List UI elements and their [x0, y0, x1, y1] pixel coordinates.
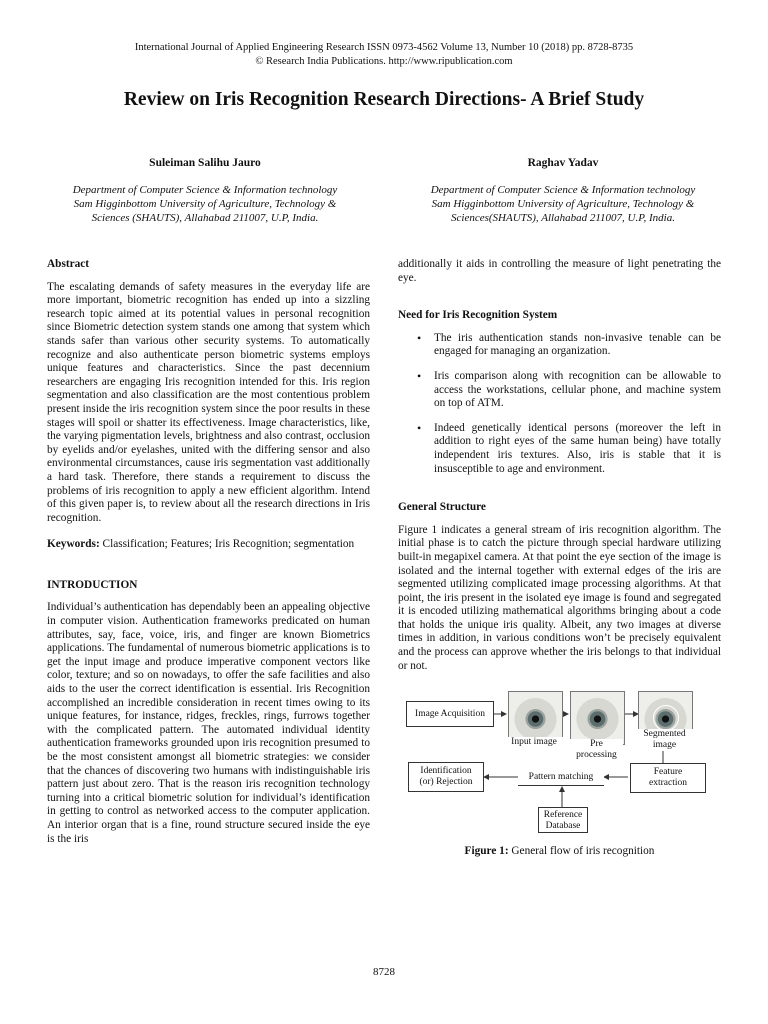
- reference-line: Reference: [543, 810, 583, 821]
- pattern-matching-box: Pattern matching: [518, 769, 604, 786]
- author-affiliation-line: Sciences(SHAUTS), Allahabad 211007, U.P, India.: [451, 212, 675, 224]
- abstract-heading: Abstract: [47, 258, 90, 270]
- image-acquisition-box: Image Acquisition: [406, 701, 494, 727]
- identification-line: Identification: [420, 766, 472, 777]
- abstract-text: The escalating demands of safety measures in the everyday life are more important, biometric recognition has ended up into a sizzling research topic aimed at its potential values in personal recognition since Biometric detection system stands one among that system which stands safer than various other security systems. To automatically recognize and also authenticate person biometric systems employs unique features and characteristics. Since the past decennium researchers are engaging Iris recognition intended for this. Iris region segmentation and also classification are the most contentious problem present inside the iris recognition system since the poor results in these stages will spoil or shatter its effectiveness. Image characteristics, like, the varying pigmentation levels, brightness and also contrast, occlusion by eyelids and/or eyelashes, united with the differing sensor and also environmental circumstances, cause iris segmentation vast additionally a hard task. Therefore, there stands a requirement to discuss the problems of iris recognition to apply a new efficient algorithm. Intend of this given paper is, to review about all the research directions in Iris recognition.: [47, 280, 370, 524]
- preprocessed-eye-image: [570, 691, 625, 745]
- identification-line: (or) Rejection: [419, 777, 473, 788]
- author-affiliation-line: Sciences (SHAUTS), Allahabad 211007, U.P, India.: [91, 212, 319, 224]
- identification-box: [408, 762, 484, 792]
- figure-caption-label: Figure 1:: [464, 845, 509, 858]
- segmented-image-label: [636, 729, 693, 751]
- author-name: Raghav Yadav: [527, 157, 599, 169]
- list-item: • The iris authentication stands non-invasive tenable can be engaged for managing an organization.: [398, 332, 721, 359]
- author-block-1: [40, 157, 370, 225]
- author-affiliation-line: Department of Computer Science & Information technology: [430, 184, 696, 196]
- feature-extraction-box: [630, 763, 706, 793]
- figure-1-diagram: [398, 689, 721, 839]
- input-image-label: Input image: [504, 737, 564, 748]
- keywords: [47, 538, 370, 552]
- author-affiliation-line: Sam Higginbottom University of Agriculture, Technology &: [431, 198, 695, 210]
- page-number: 8728: [373, 966, 395, 978]
- segmentation-ring: [653, 705, 679, 731]
- left-column: [47, 258, 370, 846]
- feature-line: Feature: [653, 767, 683, 778]
- list-item: • Iris comparison along with recognition can be allowable to access the workstations, cellular phone, and machine system on top of ATM.: [398, 370, 721, 411]
- paper-title: Review on Iris Recognition Research Directions- A Brief Study: [123, 89, 645, 110]
- segmented-label-line: Segmented: [643, 729, 686, 740]
- right-column: [398, 258, 721, 859]
- need-bullet-list: [398, 332, 721, 476]
- author-affiliation-line: Sam Higginbottom University of Agriculture, Technology &: [73, 198, 337, 210]
- author-block-2: [398, 157, 728, 225]
- preprocessing-label-line: processing: [576, 750, 617, 761]
- intro-continued-text: additionally it aids in controlling the measure of light penetrating the eye.: [398, 258, 721, 284]
- figure-1-caption: [398, 845, 721, 859]
- keywords-label: Keywords:: [47, 538, 100, 551]
- reference-database-box: [538, 807, 588, 833]
- journal-header: [0, 41, 768, 69]
- header-line-2: © Research India Publications. http://www.ripublication.com: [255, 56, 513, 67]
- author-name: Suleiman Salihu Jauro: [149, 157, 261, 169]
- feature-line: extraction: [649, 778, 687, 789]
- need-heading: Need for Iris Recognition System: [398, 309, 558, 322]
- keywords-text: Classification; Features; Iris Recognition; segmentation: [102, 538, 355, 551]
- general-structure-heading: General Structure: [398, 501, 486, 514]
- header-line-1: International Journal of Applied Engineering Research ISSN 0973-4562 Volume 13, Number 10 (2018) pp. 8728-8735: [134, 42, 634, 53]
- preprocessing-label-line: Pre: [590, 739, 603, 750]
- list-item: • Indeed genetically identical persons (moreover the left in addition to right eyes of the same human being) have totally independent iris textures. Also, iris is stable that it is insusceptible to age and environment.: [398, 422, 721, 476]
- preprocessing-label: [570, 739, 623, 761]
- introduction-text: Individual’s authentication has dependably been an appealing objective in computer vision. Authentication frameworks predicated on human attributes, say, face, voice, iris, and finger are known Biometrics applications. The fundamental of numerous biometric applications is to get the input image and produce imperative component vectors like color, texture; and so on nowadays, to offer the safe facilities and also aids to the user the correct identification is essential. Iris Recognition accomplished an incredible consideration in recent times owing to its unique features, for instance, ridges, freckles, rings, furrows together with the complicated pattern. The automated individual identity authentication frameworks grounded upon iris recognition presumed to be the most consistent amongst all biometric strategies: we consider that the chances of discovering two humans with indistinguishable iris pattern just about zero. That is the reason iris recognition technology turning into a critical biometric solution for individual’s identification in getting to control as networked access to the computer application. An interior organ that is a fine, round structure secured inside the eye is the iris: [47, 601, 370, 845]
- reference-line: Database: [545, 821, 581, 832]
- figure-caption-text: General flow of iris recognition: [508, 845, 655, 858]
- segmented-label-line: image: [652, 740, 677, 751]
- author-affiliation-line: Department of Computer Science & Information technology: [72, 184, 338, 196]
- general-structure-text: Figure 1 indicates a general stream of iris recognition algorithm. The initial phase is to catch the picture through special hardware utilizing built-in megapixel camera. At that point the eye section of the image is isolated and the internal together with external edges of the iris are segmented utilizing complicated image processing algorithms. At that point, the iris present in the isolated eye image is found and segregated it is encoded utilizing mathematical algorithms bringing about a code that holds the unique iris quality. Albeit, any two images at diverse times in addition, in various conditions won’t be precisely equivalent and the process can approve whether the iris belongs to that individual or not.: [398, 523, 721, 672]
- introduction-heading: INTRODUCTION: [47, 578, 138, 591]
